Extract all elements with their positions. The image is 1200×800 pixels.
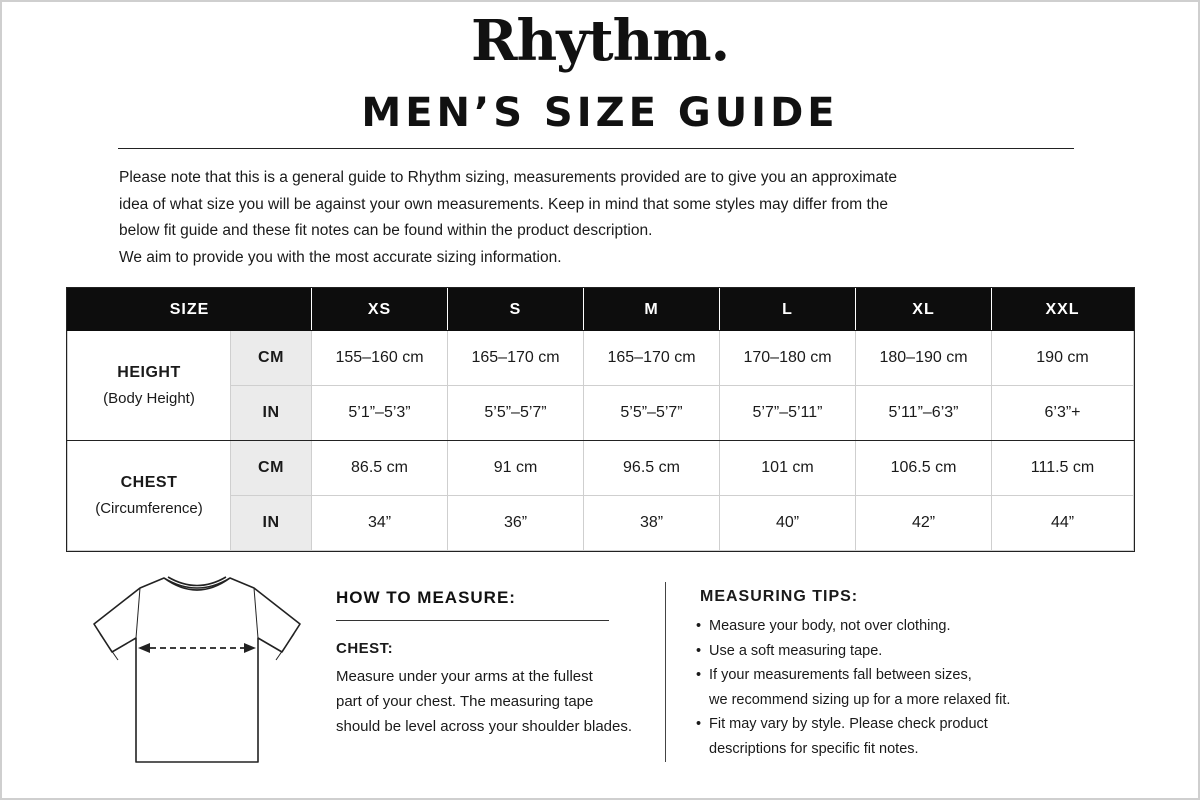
unit-label: CM: [231, 441, 312, 496]
table-cell: 180–190 cm: [856, 331, 992, 386]
table-cell: 38”: [584, 496, 720, 551]
table-cell: 6’3”+: [992, 386, 1134, 441]
table-cell: 5’7”–5’11”: [720, 386, 856, 441]
table-cell: 96.5 cm: [584, 441, 720, 496]
how-to-measure-divider: [336, 620, 609, 621]
table-cell: 91 cm: [448, 441, 584, 496]
group-subtitle: (Body Height): [103, 389, 195, 407]
list-item: [696, 639, 1136, 664]
table-cell: 101 cm: [720, 441, 856, 496]
table-cell: 5’1”–5’3”: [312, 386, 448, 441]
tshirt-measure-icon: [92, 572, 302, 767]
intro-line: idea of what size you will be against your own measurements. Keep in mind that some styles may differ from the: [119, 195, 889, 213]
table-cell: 40”: [720, 496, 856, 551]
section-divider: [665, 582, 666, 762]
height-group-label: [68, 331, 231, 441]
how-to-measure-title: HOW TO MEASURE:: [336, 588, 516, 607]
table-cell: 42”: [856, 496, 992, 551]
bullet: •: [696, 642, 702, 659]
intro-line: below fit guide and these fit notes can be found within the product description.: [119, 222, 653, 239]
tip-text: descriptions for specific fit notes.: [709, 740, 919, 757]
title-divider: [118, 148, 1074, 149]
page-title: MEN’S SIZE GUIDE: [361, 90, 839, 136]
table-cell: 5’5”–5’7”: [584, 386, 720, 441]
size-column-header: XL: [856, 289, 992, 331]
chest-text-line: Measure under your arms at the fullest: [336, 668, 593, 685]
list-item: [696, 663, 1136, 712]
size-header: SIZE: [68, 289, 312, 331]
group-subtitle: (Circumference): [95, 499, 203, 517]
unit-label: IN: [231, 496, 312, 551]
list-item: [696, 712, 1136, 761]
table-row: [68, 441, 1134, 496]
table-cell: 44”: [992, 496, 1134, 551]
table-cell: 190 cm: [992, 331, 1134, 386]
group-name: HEIGHT: [117, 363, 181, 381]
tip-text: Measure your body, not over clothing.: [709, 618, 951, 634]
tip-text: Use a soft measuring tape.: [709, 642, 883, 659]
table-cell: 155–160 cm: [312, 331, 448, 386]
unit-label: CM: [231, 331, 312, 386]
table-cell: 165–170 cm: [448, 331, 584, 386]
chest-text-line: part of your chest. The measuring tape: [336, 693, 594, 710]
size-column-header: M: [584, 289, 720, 331]
intro-line: Please note that this is a general guide to Rhythm sizing, measurements provided are to give you an approximate: [119, 169, 898, 186]
size-column-header: S: [448, 289, 584, 331]
list-item: [696, 614, 1136, 639]
bullet: •: [696, 667, 702, 683]
size-table: [67, 288, 1134, 551]
table-cell: 34”: [312, 496, 448, 551]
table-cell: 165–170 cm: [584, 331, 720, 386]
chest-group-label: [68, 441, 231, 551]
table-row: [68, 331, 1134, 386]
table-cell: 170–180 cm: [720, 331, 856, 386]
size-column-header: L: [720, 289, 856, 331]
table-header-row: [68, 289, 1134, 331]
table-cell: 86.5 cm: [312, 441, 448, 496]
chest-measure-title: CHEST:: [336, 640, 394, 657]
size-column-header: XXL: [992, 289, 1134, 331]
measuring-tips-title: MEASURING TIPS:: [700, 588, 859, 605]
chest-measure-text: [336, 664, 656, 739]
group-name: CHEST: [120, 473, 178, 491]
tip-text: we recommend sizing up for a more relaxed fit.: [709, 691, 1011, 708]
size-column-header: XS: [312, 289, 448, 331]
chest-text-line: should be level across your shoulder blades.: [336, 718, 633, 735]
table-cell: 106.5 cm: [856, 441, 992, 496]
brand-logo: Rhythm.: [470, 8, 730, 74]
table-cell: 111.5 cm: [992, 441, 1134, 496]
unit-label: IN: [231, 386, 312, 441]
tip-text: If your measurements fall between sizes,: [709, 667, 972, 683]
measuring-tips-list: [696, 614, 1136, 761]
table-cell: 36”: [448, 496, 584, 551]
table-cell: 5’5”–5’7”: [448, 386, 584, 441]
bullet: •: [696, 618, 702, 634]
bullet: •: [696, 716, 702, 732]
intro-text: [119, 165, 1019, 271]
intro-line: We aim to provide you with the most accurate sizing information.: [119, 248, 562, 266]
tip-text: Fit may vary by style. Please check product: [709, 716, 988, 732]
table-cell: 5’11”–6’3”: [856, 386, 992, 441]
